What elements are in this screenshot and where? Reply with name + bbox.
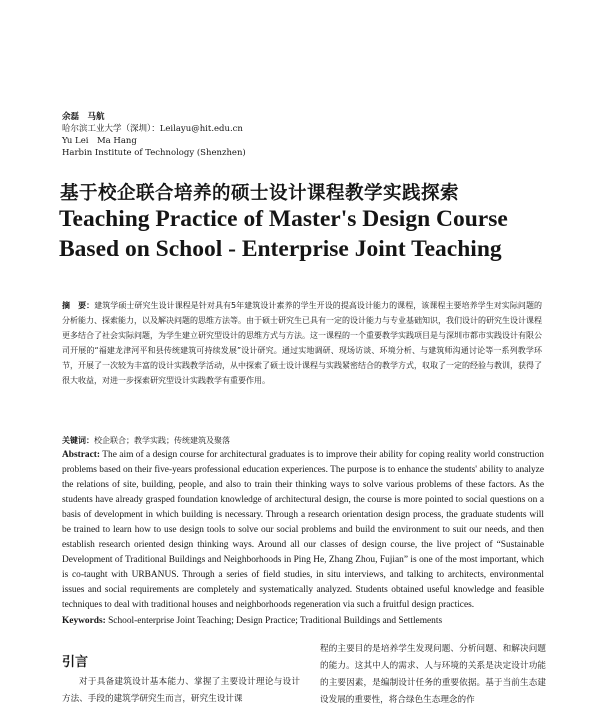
- abstract-cn: [62, 298, 542, 388]
- keywords-en-label: Keywords:: [62, 616, 106, 626]
- intro-paragraph-right: 程的主要目的是培养学生发现问题、分析问题、和解决问题的能力。这其中人的需求、人与环境的关系是决定设计功能的主要因素，是编制设计任务的重要依据。基于当前生态建设发展的重要性，将合绿色生态理念的作: [320, 644, 546, 705]
- author-affiliation-en: Harbin Institute of Technology (Shenzhen): [62, 148, 246, 158]
- title-cn: 基于校企联合培养的硕士设计课程教学实践探索: [60, 183, 460, 204]
- keywords-cn-text: 校企联合；教学实践；传统建筑及聚落: [94, 436, 230, 445]
- abstract-cn-text: 建筑学硕士研究生设计课程是针对具有5年建筑设计素养的学生开设的提高设计能力的课程，该课程主要培养学生对实际问题的分析能力、探索能力，以及解决问题的思维方法等。由于硕士研究生已具有一定的设计能力与专业基础知识，我们设计的研究生设计课程更多结合了社会实际问题，为学生建立研究型设计的思维方式与方法。这一课程的一个重要教学实践项目是与深圳市都市实践设计有限公司开展的“福建龙津河平和县传统建筑可持续发展”设计研究。通过实地调研、现场访谈、环境分析、与建筑师沟通讨论等一系列教学环节，开展了一次较为丰富的设计实践教学活动，从中探索了硕士设计课程与实践紧密结合的教学方式，収取了一定的经验与教训，获得了很大收益，对进一步探索研究型设计实践教学有重要作用。: [62, 301, 542, 385]
- author-names-en: Yu Lei Ma Hang: [62, 136, 137, 146]
- abstract-en: [62, 448, 544, 612]
- abstract-en-label: Abstract:: [62, 450, 101, 460]
- author-block: [62, 111, 362, 159]
- keywords-en: [62, 614, 544, 628]
- section-heading-intro: 引言: [62, 655, 89, 670]
- keywords-cn: [62, 434, 542, 448]
- author-names-cn: 余磊 马航: [62, 112, 105, 122]
- intro-paragraph-left: 对于具备建筑设计基本能力、掌握了主要设计理论与设计方法、手段的建筑学研究生而言，研究生设计课: [62, 677, 300, 704]
- abstract-cn-label: 摘 要：: [62, 301, 95, 310]
- body-column-right: [320, 641, 546, 709]
- keywords-en-text: School-enterprise Joint Teaching; Design Practice; Traditional Buildings and Settlements: [108, 616, 443, 626]
- body-column-left: [62, 674, 300, 708]
- keywords-cn-label: 关键词：: [62, 436, 94, 445]
- author-affiliation-cn: 哈尔滨工业大学（深圳）：Leilayu@hit.edu.cn: [62, 124, 243, 134]
- abstract-en-text: The aim of a design course for architectural graduates is to improve their ability for coping reality world construction problems based on their five-years professional education experiences. The purpose is to enhance the students' ability to analyze the relations of site, building, people, and also to train their thinking ways to solve various problems of these factors. As the students have already grasped foundation knowledge of architectural design, the course is more pointed to social questions on a basis of development in which building is necessary. Through a research orientation design process, the graduate students will be trained to learn how to use design tools to solve our social problems and build the environment to suit our needs, and then establish research oriented design thinking ways. Around all our classes of design course, the live project of “Sustainable Development of Traditional Buildings and Neighborhoods in Ping He, Zhang Zhou, Fujian” is one of the most important, which is co-taught with URBANUS. Through a series of field studies, in situ interviews, and talking to architects, environmental issues and social requirements are completely and systematically analyzed. Students obtained useful knowledge and feasible techniques to deal with traditional houses and neighborhoods regeneration via such a fruitful design practices.: [62, 450, 544, 610]
- title-en: Teaching Practice of Master's Design Course Based on School - Enterprise Joint Teaching: [59, 206, 508, 262]
